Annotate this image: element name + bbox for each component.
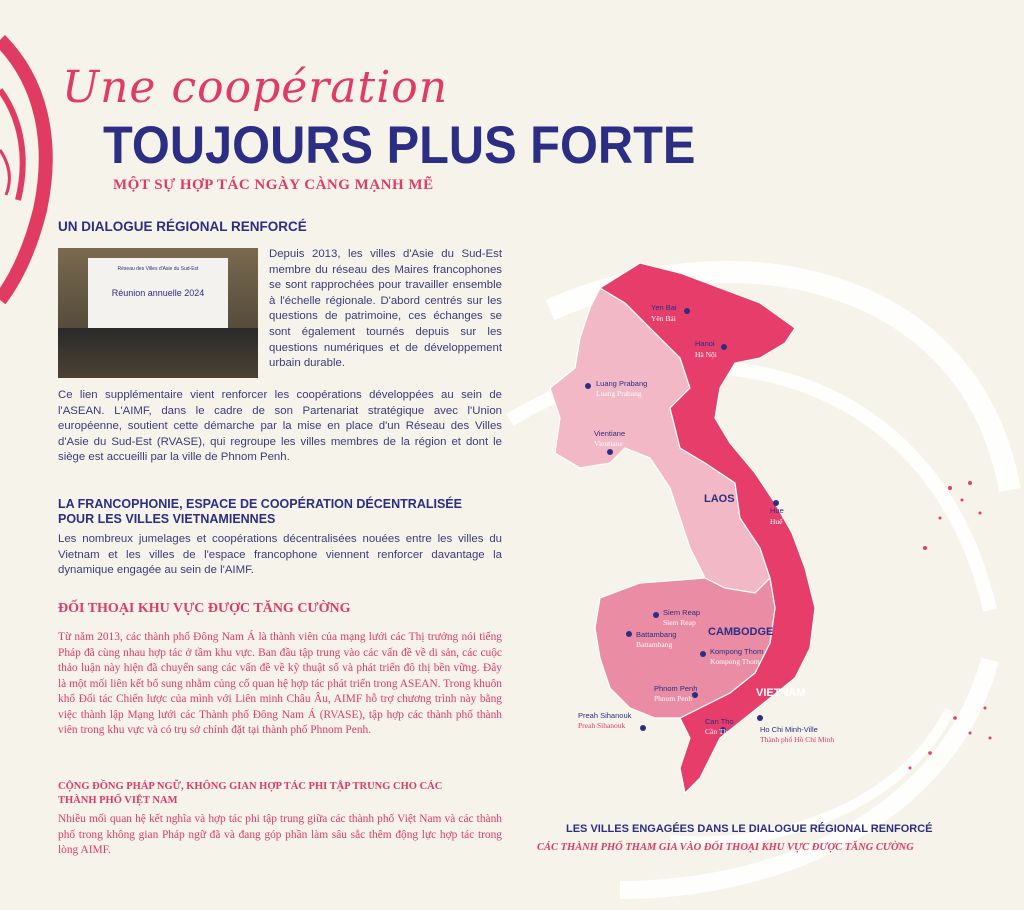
svg-text:Battambang: Battambang [636, 630, 677, 639]
svg-text:Huế: Huế [770, 517, 783, 526]
svg-text:Siem Reap: Siem Reap [663, 608, 701, 617]
decorative-swirl [0, 0, 60, 320]
section2-heading [58, 497, 462, 527]
section3-para: Từ năm 2013, các thành phố Đông Nam Á là thành viên của mạng lưới các Thị trưởng nói tiếng Pháp đã cùng nhau hợp tác ở tầm khu vực. Ban đầu tập trung vào các vấn đề về di sản, các cuộc thảo luận này hiện đã chuyển sang các vấn đề về kỹ thuật số và phát triển đô thị bền vững. Đây là một mối liên kết bổ sung nhằm củng cố quan hệ hợp tác phát triển trong ASEAN. Trong khuôn khổ Đối tác Chiến lược của mình với Liên minh Châu Âu, AIMF hỗ trợ chương trình này bằng việc thành lập Mạng lưới các Thành phố Đông Nam Á (RVASE), tập hợp các thành phố thành viên trong khu vực và có trụ sở chính đặt tại thành phố Phnom Penh. [58, 631, 502, 736]
svg-text:Thành phố Hồ Chí Minh: Thành phố Hồ Chí Minh [760, 735, 835, 744]
section2-heading-line2: POUR LES VILLES VIETNAMIENNES [58, 512, 276, 526]
region-map [530, 248, 1000, 808]
country-laos: LAOS [704, 493, 735, 505]
section1-para-full: Ce lien supplémentaire vient renforcer les coopérations développées au sein de l'ASEAN. L'AIMF, dans le cadre de son Partenariat stratégique avec l'Union européenne, soutient cette démarche par la mise en place d'un Réseau des Villes d'Asie du Sud-Est (RVASE), qui regroupe les villes membres de la région et dont le siège est accueilli par la ville de Phnom Penh. [58, 389, 502, 464]
section4-heading-line1: CỘNG ĐỒNG PHÁP NGỮ, KHÔNG GIAN HỢP TÁC PHI TẬP TRUNG CHO CÁC [58, 781, 443, 792]
svg-text:Preah Sihanouk: Preah Sihanouk [578, 721, 626, 730]
svg-text:Hà Nội: Hà Nội [695, 350, 717, 359]
city-preah-sihanouk[interactable] [578, 711, 646, 731]
section3-heading: ĐỐI THOẠI KHU VỰC ĐƯỢC TĂNG CƯỜNG [58, 601, 351, 616]
section4-para: Nhiều mối quan hệ kết nghĩa và hợp tác phi tập trung giữa các thành phố Việt Nam và các thành phố trong không gian Pháp ngữ đã và đang góp phần làm sâu sắc thêm động lực hợp tác trong lòng AIMF. [58, 813, 502, 856]
svg-text:Siem Reap: Siem Reap [663, 618, 696, 627]
svg-text:Cần Thơ: Cần Thơ [705, 727, 732, 736]
banner-title: Réunion annuelle 2024 [111, 288, 205, 298]
svg-text:Preah Sihanouk: Preah Sihanouk [578, 711, 632, 720]
city-kompong-thom[interactable] [700, 647, 763, 666]
islands [909, 481, 992, 770]
svg-text:Kompong Thom: Kompong Thom [710, 657, 760, 666]
meeting-photo [58, 248, 258, 378]
banner-network: Réseau des Villes d'Asie du Sud-Est [117, 266, 199, 272]
map-caption-vn: CÁC THÀNH PHỐ THAM GIA VÀO ĐỐI THOẠI KHU VỰC ĐƯỢC TĂNG CƯỜNG [537, 842, 914, 853]
svg-text:Vientiane: Vientiane [594, 429, 626, 438]
svg-text:Kompong Thom: Kompong Thom [710, 647, 764, 656]
svg-text:Battambang: Battambang [636, 640, 673, 649]
svg-text:Vientiane: Vientiane [594, 439, 623, 448]
svg-text:Can Tho: Can Tho [705, 717, 734, 726]
city-ho-chi-minh[interactable] [757, 715, 834, 744]
svg-text:Phnom Penh: Phnom Penh [654, 694, 693, 703]
city-can-tho[interactable] [705, 717, 734, 736]
vn-subtitle: MỘT SỰ HỢP TÁC NGÀY CÀNG MẠNH MẼ [113, 177, 434, 193]
city-phnom-penh[interactable] [654, 684, 698, 703]
svg-text:Luang Prabang: Luang Prabang [596, 389, 642, 398]
section1-heading: UN DIALOGUE RÉGIONAL RENFORCÉ [58, 219, 307, 234]
photo-crowd [58, 328, 258, 378]
country-vietnam: VIETNAM [756, 687, 806, 699]
svg-text:Phnom Penh: Phnom Penh [654, 684, 698, 693]
section4-heading [58, 780, 442, 808]
map-caption-fr: LES VILLES ENGAGÉES DANS LE DIALOGUE RÉGIONAL RENFORCÉ [566, 823, 933, 835]
photo-banner [88, 258, 228, 330]
svg-text:Yen Bai: Yen Bai [651, 303, 677, 312]
svg-text:Ho Chi Minh-Ville: Ho Chi Minh-Ville [760, 725, 818, 734]
section2-para: Les nombreux jumelages et coopérations décentralisées nouées entre les villes du Vietnam et les villes de l'espace francophone viennent renforcer davantage la dynamique engagée au sein de l'AIMF. [58, 533, 502, 577]
main-title: TOUJOURS PLUS FORTE [103, 116, 696, 175]
svg-text:Hanoi: Hanoi [695, 339, 715, 348]
section1-para-right: Depuis 2013, les villes d'Asie du Sud-Est membre du réseau des Maires francophones se sont rapprochées pour travailler ensemble à l'échelle régionale. D'abord centrés sur les questions de patrimoine, ces échanges se sont également tournés depuis sur les questions numériques et de développement urbain durable. [269, 248, 502, 370]
script-title: Une coopération [62, 62, 449, 113]
svg-text:Luang Prabang: Luang Prabang [596, 379, 648, 388]
svg-text:Yên Bái: Yên Bái [651, 314, 676, 323]
svg-text:Hue: Hue [770, 506, 784, 515]
section2-heading-line1: LA FRANCOPHONIE, ESPACE DE COOPÉRATION DÉCENTRALISÉE [58, 497, 462, 511]
section4-heading-line2: THÀNH PHỐ VIỆT NAM [58, 795, 178, 806]
country-cambodia: CAMBODGE [708, 626, 774, 638]
